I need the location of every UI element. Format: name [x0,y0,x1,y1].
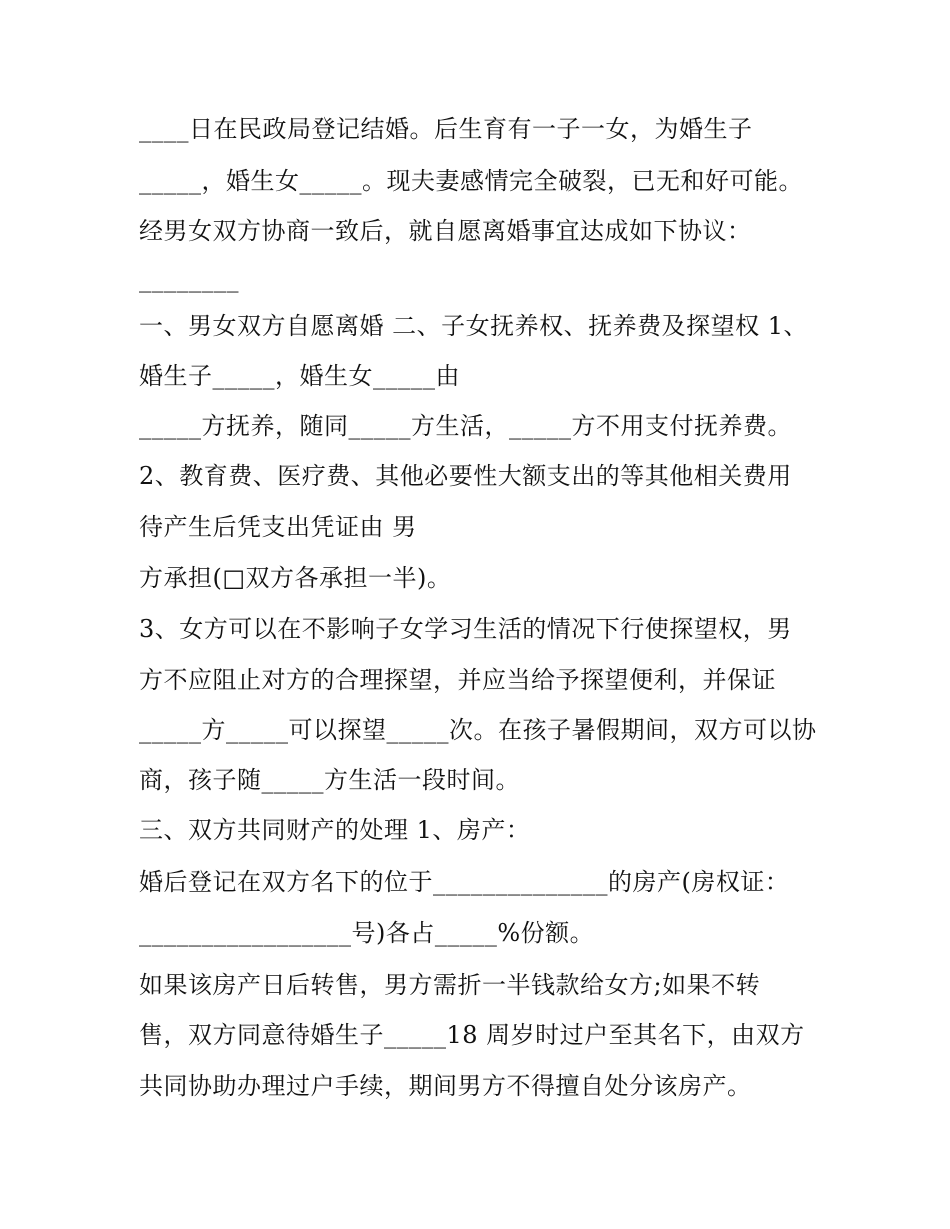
text-line-18: 如果该房产日后转售，男方需折一半钱款给女方;如果不转 [139,971,761,999]
text-line-2: _____，婚生女_____。现夫妻感情完全破裂，已无和好可能。 [139,167,803,195]
text-line-5: 一、男女双方自愿离婚 二、子女抚养权、抚养费及探望权 1、 [139,312,809,340]
text-line-4: ________ [139,265,239,293]
text-line-15: 三、双方共同财产的处理 1、房产： [139,816,531,844]
text-line-3: 经男女双方协商一致后，就自愿离婚事宜达成如下协议： [139,217,752,245]
text-line-10: 方承担(□双方各承担一半)。 [139,564,452,592]
text-line-20: 共同协助办理过户手续，期间男方不得擅自处分该房产。 [139,1072,752,1100]
text-line-12: 方不应阻止对方的合理探望，并应当给予探望便利，并保证 [139,666,776,694]
text-line-14: 商，孩子随_____方生活一段时间。 [139,766,520,794]
text-line-8: 2、教育费、医疗费、其他必要性大额支出的等其他相关费用 [139,462,792,490]
text-line-6: 婚生子_____，婚生女_____由 [139,362,460,390]
text-line-17: _________________号)各占_____%份额。 [139,919,595,947]
text-line-19: 售，双方同意待婚生子_____18 周岁时过户至其名下，由双方 [139,1021,805,1049]
text-line-13: _____方_____可以探望_____次。在孩子暑假期间，双方可以协 [139,716,817,744]
text-line-1: ____日在民政局登记结婚。后生育有一子一女，为婚生子 [139,115,753,143]
text-line-7: _____方抚养，随同_____方生活，_____方不用支付抚养费。 [139,412,792,440]
text-line-16: 婚后登记在双方名下的位于______________的房产(房权证： [139,868,790,896]
text-line-9: 待产生后凭支出凭证由 男 [139,513,417,541]
text-line-11: 3、女方可以在不影响子女学习生活的情况下行使探望权，男 [139,615,792,643]
